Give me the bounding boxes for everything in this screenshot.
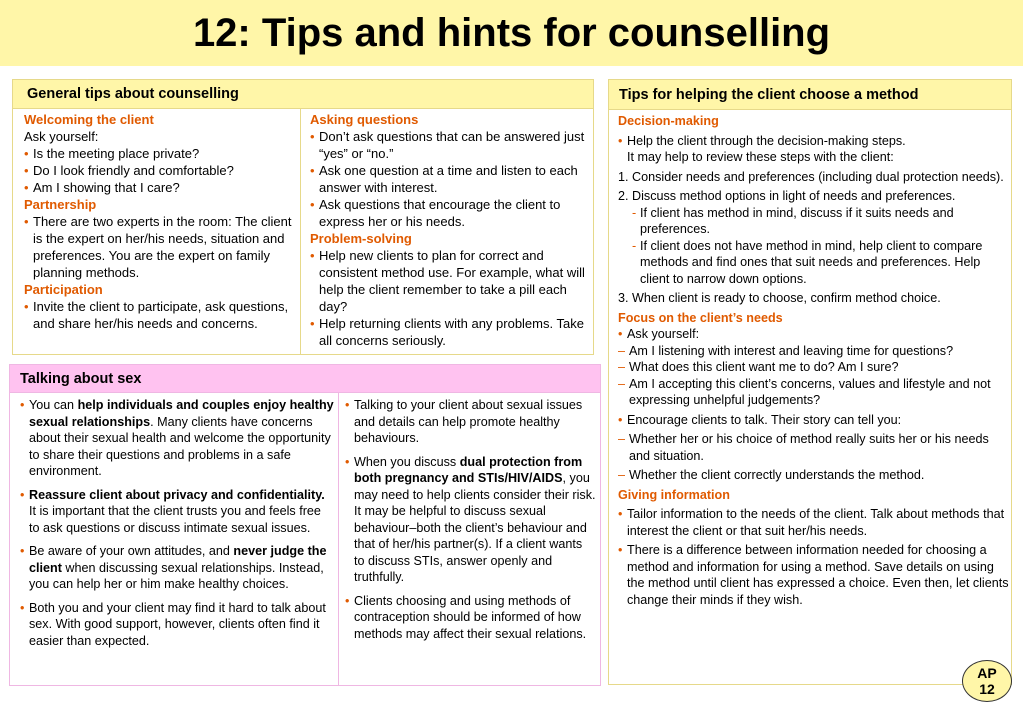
sex-item: • You can help individuals and couples enjoy healthy sexual relationships. Many clients have concerns about their sexual health and welcome the opportunity to share their questions and problems in a safe environment. (20, 397, 334, 480)
sex-item: • Clients choosing and using methods of contraception should be informed of how methods may affect their sexual relations. (345, 593, 596, 643)
sex-left-column (20, 397, 334, 649)
decision-heading: Decision-making (618, 114, 719, 128)
asking-item: • Ask questions that encourage the client to express her or his needs. (310, 196, 586, 230)
general-left-column (24, 111, 296, 332)
choose-method-content (618, 113, 1009, 608)
focus-heading: Focus on the client’s needs (618, 310, 783, 325)
ask-yourself-label: Ask yourself: (24, 129, 99, 144)
step-2-option: - If client has method in mind, discuss if it suits needs and preferences. (618, 205, 1009, 238)
welcoming-item: • Is the meeting place private? (24, 145, 296, 162)
step-1: 1. Consider needs and preferences (including dual protection needs). (618, 169, 1004, 184)
partnership-heading: Partnership (24, 197, 97, 212)
ap-badge-line1: AP (977, 665, 997, 681)
info-item: • Tailor information to the needs of the client. Talk about methods that interest the client or that suit her/his needs. (618, 506, 1009, 539)
talking-sex-panel (9, 364, 601, 686)
welcoming-heading: Welcoming the client (24, 112, 154, 127)
focus-question: – What does this client want me to do? Am I sure? (618, 359, 1009, 376)
ap-badge-line2: 12 (979, 681, 995, 697)
talking-sex-header: Talking about sex (10, 365, 600, 393)
step-2: 2. Discuss method options in light of needs and preferences. (618, 189, 956, 203)
problem-item: • Help returning clients with any problems. Take all concerns seriously. (310, 315, 586, 349)
welcoming-item: • Do I look friendly and comfortable? (24, 162, 296, 179)
problem-item: • Help new clients to plan for correct and consistent method use. For example, what will help the client remember to take a pill each day? (310, 247, 586, 315)
partnership-item: • There are two experts in the room: The client is the expert on her/his needs, situation and preferences. You are the expert on family planning methods. (24, 213, 296, 281)
participation-item: • Invite the client to participate, ask questions, and share her/his needs and concerns. (24, 298, 296, 332)
asking-item: • Don’t ask questions that can be answered just “yes” or “no.” (310, 128, 586, 162)
sex-item: • When you discuss dual protection from both pregnancy and STIs/HIV/AIDS, you may need to help clients consider their risk. It may be helpful to discuss sexual behaviour–both the client’s behaviour and that of her/his partner(s). If a client wants to discuss STIs, answer openly and truthfully. (345, 454, 596, 586)
sex-item: • Talking to your client about sexual issues and details can help promote healthy behaviours. (345, 397, 596, 447)
sex-item: • Be aware of your own attitudes, and never judge the client when discussing sexual relationships. Instead, you can help her or him make healthy choices. (20, 543, 334, 593)
encourage-point: – Whether her or his choice of method really suits her or his needs and situation. (618, 431, 1009, 464)
focus-question: – Am I accepting this client’s concerns, values and lifestyle and not expressing unhelpful judgements? (618, 376, 1009, 409)
encourage-item: • Encourage clients to talk. Their story can tell you: (618, 412, 1009, 429)
ap-badge (962, 660, 1012, 702)
general-divider (300, 109, 301, 355)
general-tips-panel (12, 79, 594, 355)
decision-item: • Help the client through the decision-making steps. (618, 133, 1009, 150)
choose-method-header: Tips for helping the client choose a method (609, 80, 1011, 110)
step-3: 3. When client is ready to choose, confirm method choice. (618, 291, 941, 305)
encourage-point: – Whether the client correctly understands the method. (618, 467, 1009, 484)
info-item: • There is a difference between information needed for choosing a method and information for using a method. Save details on using the method until client has expressed a choice. Even then, let clients change their minds if they wish. (618, 542, 1009, 608)
page-title: 12: Tips and hints for counselling (192, 11, 831, 55)
focus-question: – Am I listening with interest and leaving time for questions? (618, 343, 1009, 360)
welcoming-item: • Am I showing that I care? (24, 179, 296, 196)
sex-divider (338, 393, 339, 686)
problem-heading: Problem-solving (310, 231, 412, 246)
general-right-column (310, 111, 586, 349)
choose-method-panel (608, 79, 1012, 685)
focus-ask: • Ask yourself: (618, 326, 1009, 343)
sex-right-column (345, 397, 596, 642)
sex-item: • Both you and your client may find it hard to talk about sex. With good support, however, clients often find it easier than expected. (20, 600, 334, 650)
decision-sub: It may help to review these steps with the client: (627, 150, 894, 164)
sex-item: • Reassure client about privacy and confidentiality. It is important that the client trusts you and feels free to ask questions or discuss intimate sexual issues. (20, 487, 334, 537)
asking-heading: Asking questions (310, 112, 419, 127)
asking-item: • Ask one question at a time and listen to each answer with interest. (310, 162, 586, 196)
general-tips-header: General tips about counselling (13, 80, 593, 109)
step-2-option: - If client does not have method in mind, help client to compare methods and find ones that suit needs and preferences. Help client to narrow down options. (618, 238, 1009, 288)
participation-heading: Participation (24, 282, 103, 297)
info-heading: Giving information (618, 487, 730, 502)
